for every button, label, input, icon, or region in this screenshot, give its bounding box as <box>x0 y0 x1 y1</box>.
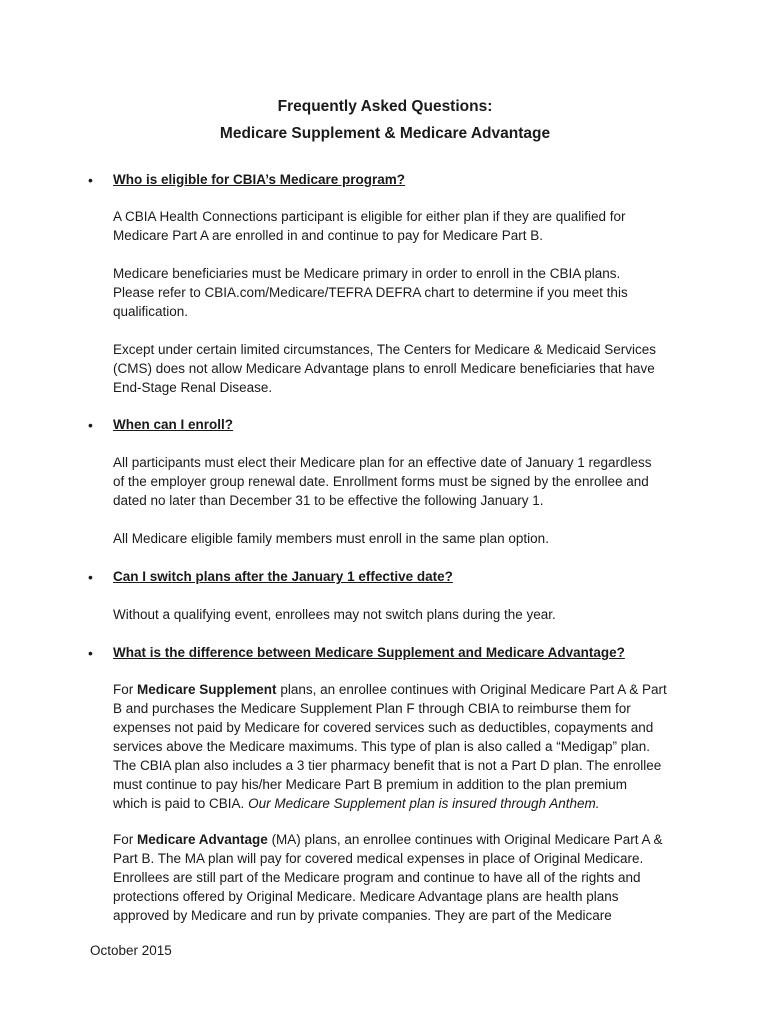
text-line: B and purchases the Medicare Supplement Plan F through CBIA to reimburse them for <box>113 701 631 716</box>
bullet-icon: • <box>88 569 93 585</box>
text-line <box>113 794 693 813</box>
text-fragment: For <box>113 682 138 697</box>
text-line: End-Stage Renal Disease. <box>113 380 273 395</box>
bullet-icon: • <box>88 645 93 661</box>
term-medicare-advantage: Medicare Advantage <box>137 832 268 847</box>
text-line: Enrollees are still part of the Medicare program and continue to have all of the rights and <box>113 870 641 885</box>
text-line: Medicare Part A are enrolled in and continue to pay for Medicare Part B. <box>113 228 543 243</box>
bullet-icon: • <box>88 417 93 433</box>
answer-paragraph <box>113 340 693 397</box>
anthem-note: Our Medicare Supplement plan is insured through Anthem. <box>248 796 600 811</box>
medicare-supplement-paragraph <box>113 680 693 813</box>
text-line: All participants must elect their Medicare plan for an effective date of January 1 regardless <box>113 455 652 470</box>
text-line <box>113 830 693 849</box>
text-line: Medicare beneficiaries must be Medicare primary in order to enroll in the CBIA plans. <box>113 266 621 281</box>
text-line: approved by Medicare and run by private companies. They are part of the Medicare <box>113 908 612 923</box>
term-medicare-supplement: Medicare Supplement <box>137 682 277 697</box>
question-heading: What is the difference between Medicare Supplement and Medicare Advantage? <box>113 645 625 660</box>
page-title <box>0 93 770 147</box>
text-line: qualification. <box>113 304 189 319</box>
question-heading: Who is eligible for CBIA’s Medicare program? <box>113 172 406 187</box>
answer-paragraph <box>113 453 693 510</box>
question-heading: Can I switch plans after the January 1 effective date? <box>113 569 453 584</box>
text-line: services above the Medicare maximums. This type of plan is also called a “Medigap” plan. <box>113 739 651 754</box>
answer-paragraph <box>113 264 693 321</box>
text-line: protections offered by Original Medicare. Medicare Advantage plans are health plans <box>113 889 619 904</box>
text-line <box>113 680 693 699</box>
text-line: Except under certain limited circumstances, The Centers for Medicare & Medicaid Services <box>113 342 656 357</box>
text-fragment: which is paid to CBIA. <box>113 796 249 811</box>
question-heading: When can I enroll? <box>113 417 234 432</box>
text-line: expenses not paid by Medicare for covered services such as deductibles, copayments and <box>113 720 654 735</box>
text-line: of the employer group renewal date. Enrollment forms must be signed by the enrollee and <box>113 474 649 489</box>
text-line: must continue to pay his/her Medicare Part B premium in addition to the plan premium <box>113 777 628 792</box>
footer-date: October 2015 <box>90 943 172 958</box>
answer-paragraph <box>113 207 693 245</box>
answer-paragraph <box>113 605 693 624</box>
text-line: Without a qualifying event, enrollees may not switch plans during the year. <box>113 607 556 622</box>
text-line: A CBIA Health Connections participant is eligible for either plan if they are qualified for <box>113 209 626 224</box>
medicare-advantage-paragraph <box>113 830 693 925</box>
text-line: (CMS) does not allow Medicare Advantage plans to enroll Medicare beneficiaries that have <box>113 361 655 376</box>
title-line-2: Medicare Supplement & Medicare Advantage <box>219 125 551 142</box>
text-line: dated no later than December 31 to be effective the following January 1. <box>113 493 544 508</box>
text-line: Please refer to CBIA.com/Medicare/TEFRA DEFRA chart to determine if you meet this <box>113 285 628 300</box>
text-line: Part B. The MA plan will pay for covered medical expenses in place of Original Medicare. <box>113 851 644 866</box>
bullet-icon: • <box>88 172 93 188</box>
text-line: All Medicare eligible family members must enroll in the same plan option. <box>113 531 549 546</box>
answer-paragraph <box>113 529 693 548</box>
text-line: The CBIA plan also includes a 3 tier pharmacy benefit that is not a Part D plan. The enrollee <box>113 758 662 773</box>
title-line-1: Frequently Asked Questions: <box>277 98 493 115</box>
text-fragment: plans, an enrollee continues with Original Medicare Part A & Part <box>276 682 667 697</box>
text-fragment: (MA) plans, an enrollee continues with Original Medicare Part A & <box>267 832 663 847</box>
text-fragment: For <box>113 832 138 847</box>
